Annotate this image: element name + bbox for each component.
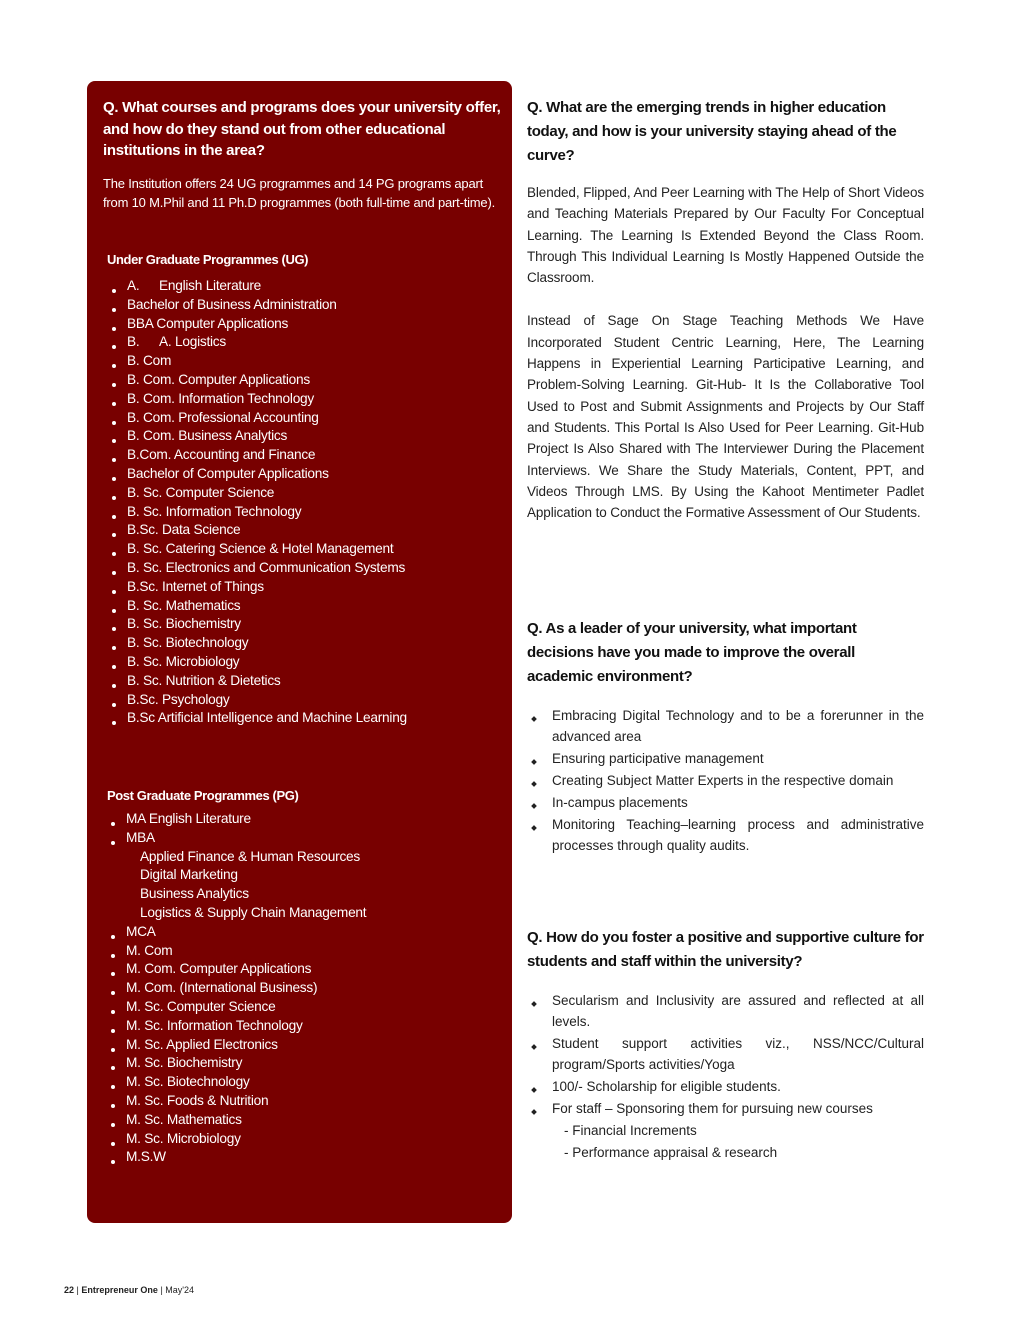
- ug-list: [127, 277, 407, 728]
- ug-program-label: B. Com. Business Analytics: [127, 428, 288, 444]
- trends-section: [527, 96, 924, 523]
- ug-program-item: [127, 277, 407, 296]
- ug-program-label: B. Com. Computer Applications: [127, 371, 310, 387]
- decision-item: Monitoring Teaching–learning process and administrative processes through quality audits.: [552, 814, 924, 856]
- ug-program-label: B. Sc. Catering Science & Hotel Management: [127, 541, 394, 557]
- trends-question: Q. What are the emerging trends in higher education today, and how is your university staying ahead of the curve?: [527, 99, 897, 164]
- ug-program-item: [127, 427, 407, 446]
- ug-program-label: English Literature: [159, 278, 262, 293]
- pg-program-item: M. Sc. Foods & Nutrition: [126, 1092, 366, 1111]
- ug-program-item: [127, 634, 407, 653]
- ug-program-item: [127, 709, 407, 728]
- leader-decisions-list: [527, 705, 924, 856]
- page-footer: [64, 1285, 194, 1295]
- leader-section: [527, 617, 924, 857]
- culture-section: [527, 926, 924, 1164]
- ug-program-label: Bachelor of Business Administration: [127, 296, 337, 312]
- ug-program-item: [127, 691, 407, 710]
- pg-program-item: M. Sc. Mathematics: [126, 1111, 366, 1130]
- pg-heading: Post Graduate Programmes (PG): [107, 788, 299, 803]
- pg-program-item: M. Sc. Biochemistry: [126, 1054, 366, 1073]
- ug-program-label: B. Sc. Information Technology: [127, 503, 302, 519]
- ug-program-item: [127, 578, 407, 597]
- culture-item: 100/- Scholarship for eligible students.: [552, 1076, 924, 1097]
- ug-program-item: [127, 615, 407, 634]
- ug-program-mark: A.: [127, 278, 140, 293]
- pg-specialization-item: Business Analytics: [140, 886, 249, 902]
- pg-program-item: M. Sc. Microbiology: [126, 1130, 366, 1149]
- ug-program-item: [127, 390, 407, 409]
- ug-program-label: B. Sc. Mathematics: [127, 597, 241, 613]
- trends-paragraph-1: Blended, Flipped, And Peer Learning with The Help of Short Videos and Teaching Materials Prepared by Our Faculty For Conceptual Learning. The Learning Is Extended Beyond the Class Room. Through This Individual Learning Is Mostly Happened Outside the Classroom.: [527, 185, 924, 286]
- ug-program-label: B. Com. Information Technology: [127, 390, 315, 406]
- culture-item: For staff – Sponsoring them for pursuing new courses: [552, 1098, 924, 1119]
- ug-program-label: A. Logistics: [159, 334, 226, 350]
- pg-program-item: MA English Literature: [126, 810, 366, 829]
- ug-program-label: B.Sc. Internet of Things: [127, 578, 264, 594]
- ug-program-mark: B.: [127, 334, 140, 350]
- ug-program-item: [127, 521, 407, 540]
- trends-paragraph-2: Instead of Sage On Stage Teaching Methods We Have Incorporated Student Centric Learning, Here, The Learning Happens in Experiential Learning Participative Learning, and Problem-Solving Learning. Git-Hub- It Is the Collaborative Tool Used to Post and Submit Assignments and Projects by Our Staff and Students. This Portal Is Also Used for Peer Learning. Git-Hub Project Is Also Shared with The Interviewer During the Placement Interviews. We Share the Study Materials, Content, PPT, and Videos Through LMS. By Using the Kahoot Mentimeter Padlet Application to Conduct the Formative Assessment of Our Students.: [527, 313, 924, 521]
- pg-program-item: M. Com: [126, 942, 366, 961]
- ug-program-label: B. Com: [127, 353, 172, 369]
- culture-subitem: - Financial Increments: [564, 1123, 697, 1138]
- ug-program-label: Bachelor of Computer Applications: [127, 465, 329, 481]
- pg-program-item: M. Sc. Information Technology: [126, 1017, 366, 1036]
- courses-question: Q. What courses and programs does your university offer, and how do they stand out from other educational institutions in the area?: [103, 99, 501, 159]
- pg-specialization-item: Applied Finance & Human Resources: [140, 848, 360, 864]
- page-number: 22: [64, 1285, 75, 1295]
- ug-program-label: B.Sc Artificial Intelligence and Machine Learning: [127, 710, 407, 726]
- ug-program-item: [127, 503, 407, 522]
- pg-program-item: M. Sc. Applied Electronics: [126, 1036, 366, 1055]
- ug-program-item: [127, 446, 407, 465]
- ug-program-item: [127, 465, 407, 484]
- pg-program-item: M. Com. Computer Applications: [126, 960, 366, 979]
- pg-list: [126, 810, 366, 1167]
- leader-question: Q. As a leader of your university, what important decisions have you made to improve the overall academic environment?: [527, 620, 857, 685]
- decision-item: Embracing Digital Technology and to be a forerunner in the advanced area: [552, 705, 924, 747]
- ug-program-label: B. Com. Professional Accounting: [127, 409, 319, 425]
- culture-item: Student support activities viz., NSS/NCC/Cultural program/Sports activities/Yoga: [552, 1033, 924, 1075]
- pg-program-item: M. Sc. Biotechnology: [126, 1073, 366, 1092]
- ug-program-item: [127, 653, 407, 672]
- ug-program-item: [127, 484, 407, 503]
- culture-item: Secularism and Inclusivity are assured and reflected at all levels.: [552, 990, 924, 1032]
- decision-item: Creating Subject Matter Experts in the respective domain: [552, 770, 924, 791]
- ug-program-item: [127, 597, 407, 616]
- culture-question: Q. How do you foster a positive and supportive culture for students and staff within the university?: [527, 929, 924, 970]
- ug-program-label: B.Sc. Data Science: [127, 522, 241, 538]
- courses-panel: [87, 81, 512, 1223]
- pg-program-item: M.S.W: [126, 1148, 366, 1167]
- decision-item: In-campus placements: [552, 792, 924, 813]
- ug-program-label: B. Sc. Computer Science: [127, 484, 275, 500]
- ug-program-item: [127, 540, 407, 559]
- ug-program-item: [127, 559, 407, 578]
- ug-program-label: B. Sc. Biotechnology: [127, 635, 249, 651]
- ug-program-item: [127, 315, 407, 334]
- magazine-name: Entrepreneur One: [81, 1285, 158, 1295]
- ug-program-item: [127, 371, 407, 390]
- ug-program-label: B. Sc. Electronics and Communication Systems: [127, 559, 406, 575]
- ug-program-label: B.Com. Accounting and Finance: [127, 447, 316, 463]
- culture-subitem: - Performance appraisal & research: [564, 1145, 778, 1160]
- culture-sublist: [527, 1120, 924, 1164]
- ug-heading: Under Graduate Programmes (UG): [107, 252, 309, 267]
- ug-program-label: B. Sc. Biochemistry: [127, 616, 241, 632]
- pg-specialization-item: Logistics & Supply Chain Management: [140, 904, 367, 920]
- ug-program-item: [127, 409, 407, 428]
- culture-list: [527, 990, 924, 1119]
- pg-program-item: MCA: [126, 923, 366, 942]
- issue-date: May'24: [165, 1285, 195, 1295]
- ug-program-item: [127, 672, 407, 691]
- pg-program-item: M. Com. (International Business): [126, 979, 366, 998]
- pg-program-item: MBA: [126, 829, 366, 848]
- courses-intro: The Institution offers 24 UG programmes and 14 PG programs apart from 10 M.Phil and 11 Ph.D programmes (both full-time and part-time).: [103, 176, 496, 210]
- ug-program-label: BBA Computer Applications: [127, 315, 289, 331]
- ug-program-label: B. Sc. Microbiology: [127, 653, 240, 669]
- decision-item: Ensuring participative management: [552, 748, 924, 769]
- ug-program-item: [127, 333, 407, 352]
- footer-separator: |: [76, 1285, 79, 1295]
- ug-program-label: B. Sc. Nutrition & Dietetics: [127, 672, 281, 688]
- footer-separator: |: [160, 1285, 163, 1295]
- ug-program-label: B.Sc. Psychology: [127, 691, 230, 707]
- pg-program-item: M. Sc. Computer Science: [126, 998, 366, 1017]
- ug-program-item: [127, 296, 407, 315]
- ug-program-item: [127, 352, 407, 371]
- pg-specialization-item: Digital Marketing: [140, 867, 238, 883]
